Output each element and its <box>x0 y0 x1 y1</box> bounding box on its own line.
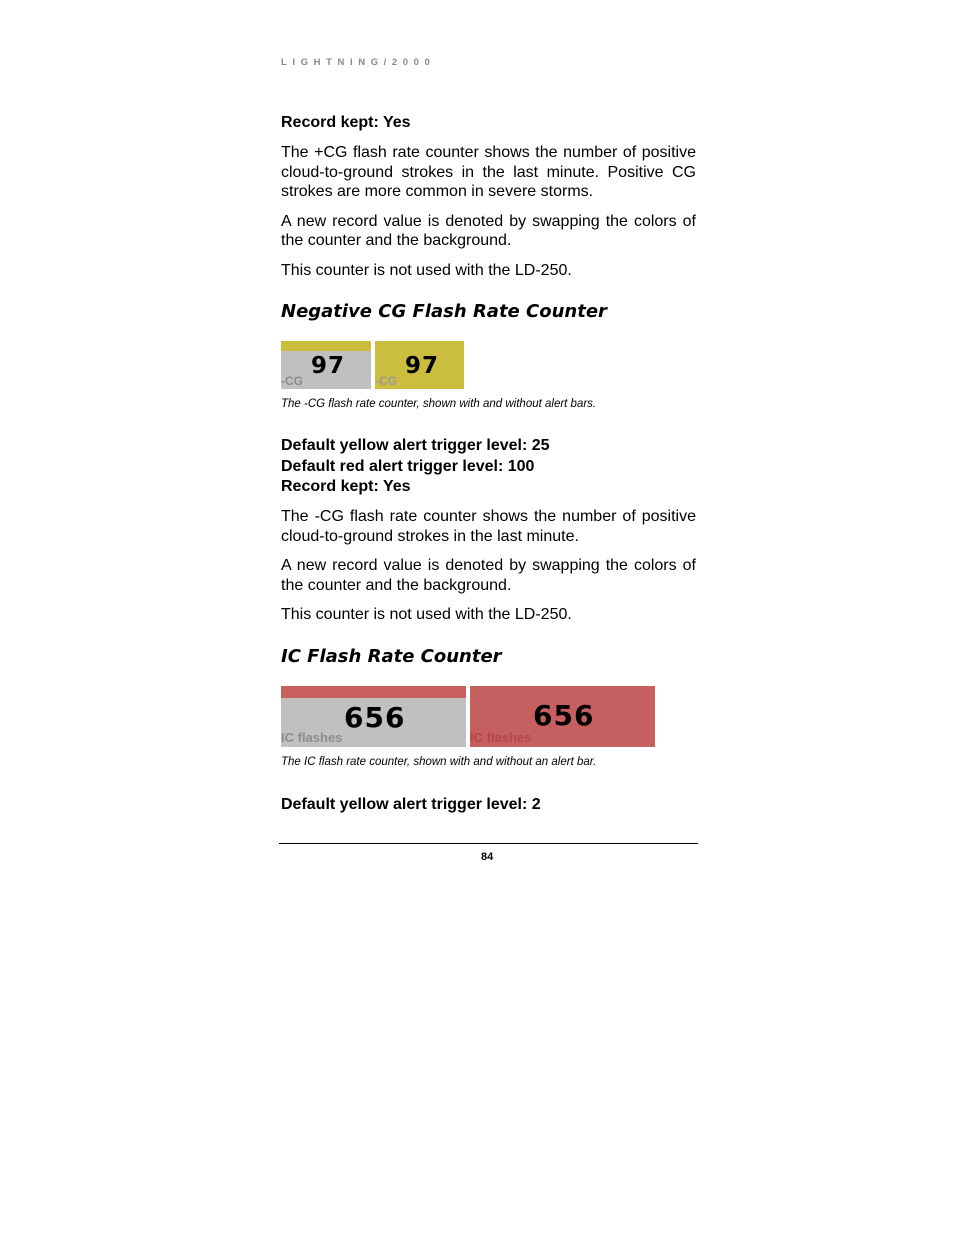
counter-value: 97 <box>311 353 346 380</box>
alert-bar <box>281 686 466 698</box>
negative-cg-counter-without-alert <box>375 341 464 389</box>
positive-para-2: A new record value is denoted by swapping the colors of the counter and the background. <box>281 212 696 250</box>
positive-para-1: The +CG flash rate counter shows the number of positive cloud-to-ground strokes in the last minute. Positive CG strokes are more common in severe storms. <box>281 144 696 201</box>
counter-label: -CG <box>281 374 303 389</box>
negative-red-trigger: Default red alert trigger level: 100 <box>281 457 535 475</box>
positive-record-kept: Record kept: Yes <box>281 114 411 131</box>
positive-para-3: This counter is not used with the LD-250. <box>281 261 572 279</box>
counter-label: IC flashes <box>281 729 343 745</box>
ic-counter-row <box>281 686 696 747</box>
counter-label: -CG <box>375 374 397 389</box>
negative-record-kept: Record kept: Yes <box>281 478 411 496</box>
negative-cg-counter-row <box>281 341 696 389</box>
page-number: 84 <box>481 851 494 863</box>
ic-caption: The IC flash rate counter, shown with and without an alert bar. <box>281 755 597 768</box>
negative-cg-caption: The -CG flash rate counter, shown with and without alert bars. <box>281 398 597 411</box>
page-content <box>281 113 696 815</box>
alert-bar <box>281 341 371 351</box>
ic-counter-with-alert <box>281 686 466 747</box>
ic-counter-without-alert <box>470 686 655 747</box>
counter-value: 656 <box>344 700 406 734</box>
negative-para-2: A new record value is denoted by swapping the colors of the counter and the background. <box>281 557 696 594</box>
negative-yellow-trigger: Default yellow alert trigger level: 25 <box>281 437 550 455</box>
negative-cg-heading: Negative CG Flash Rate Counter <box>281 301 607 323</box>
footer-rule <box>279 843 698 844</box>
ic-yellow-trigger: Default yellow alert trigger level: 2 <box>281 795 541 813</box>
counter-value: 656 <box>533 698 595 732</box>
running-header: LIGHTNING/2000 <box>281 57 436 68</box>
negative-para-1: The -CG flash rate counter shows the number of positive cloud-to-ground strokes in the last minute. <box>281 508 696 545</box>
negative-para-3: This counter is not used with the LD-250. <box>281 606 572 624</box>
ic-heading: IC Flash Rate Counter <box>281 645 502 667</box>
counter-label: IC flashes <box>470 729 532 745</box>
counter-value: 97 <box>405 353 440 380</box>
negative-cg-counter-with-alert <box>281 341 371 389</box>
